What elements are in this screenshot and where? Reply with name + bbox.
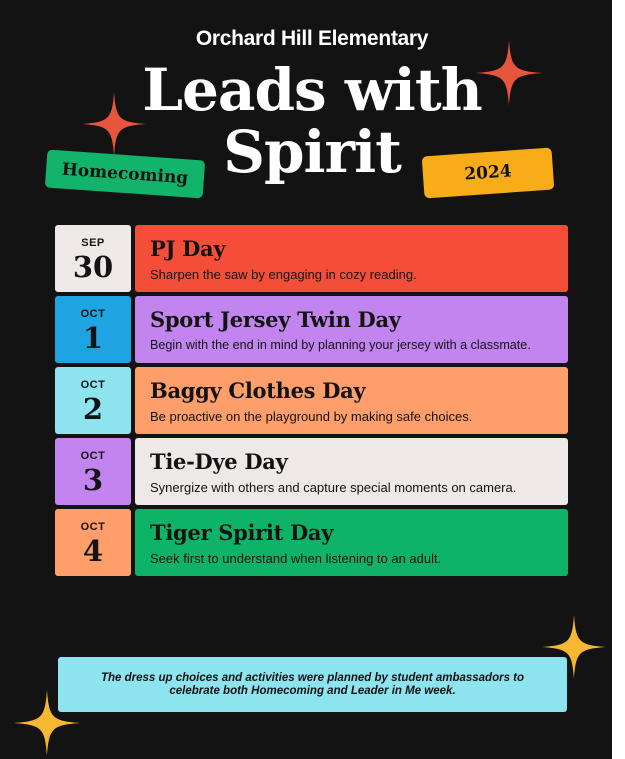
event-title: Baggy Clothes Day [150,378,366,403]
date-month: OCT [80,450,106,462]
date-badge [55,296,131,363]
footer-note-text: The dress up choices and activities were planned by student ambassadors to celebrate both Homecoming and Leader in Me week. [100,671,525,697]
date-badge [55,438,131,505]
event-title: Tie-Dye Day [150,449,288,474]
event-card [135,225,568,292]
date-day: 30 [72,250,114,284]
schedule-row [55,367,568,434]
event-description: Be proactive on the playground by making safe choices. [150,409,473,424]
footer-note [58,657,567,712]
event-description: Synergize with others and capture special moments on camera. [150,480,517,495]
date-day: 4 [82,534,104,568]
event-card [135,509,568,576]
homecoming-tag: Homecoming [45,150,205,199]
event-card [135,438,568,505]
headline-line-2: Spirit [223,118,401,186]
date-badge [55,367,131,434]
schedule-row [55,296,568,363]
event-description: Begin with the end in mind by planning your jersey with a classmate. [150,338,531,352]
headline-line-1: Leads with [142,56,482,124]
date-month: SEP [81,237,105,249]
schedule-row [55,509,568,576]
date-day: 3 [82,463,104,497]
school-name: Orchard Hill Elementary [195,27,429,50]
schedule-row [55,438,568,505]
event-card [135,367,568,434]
date-day: 2 [82,392,104,426]
event-title: Tiger Spirit Day [150,520,334,545]
date-month: OCT [80,521,106,533]
event-description: Seek first to understand when listening to an adult. [150,551,442,566]
event-card [135,296,568,363]
date-badge [55,225,131,292]
year-tag: 2024 [422,148,555,199]
event-title: Sport Jersey Twin Day [150,307,401,332]
event-title: PJ Day [150,236,226,261]
date-day: 1 [82,321,104,355]
schedule-row [55,225,568,292]
date-badge [55,509,131,576]
date-month: OCT [80,308,106,320]
date-month: OCT [80,379,106,391]
event-description: Sharpen the saw by engaging in cozy reading. [150,267,417,282]
sparkle-star-icon [82,92,146,156]
sparkle-star-icon [476,40,542,106]
